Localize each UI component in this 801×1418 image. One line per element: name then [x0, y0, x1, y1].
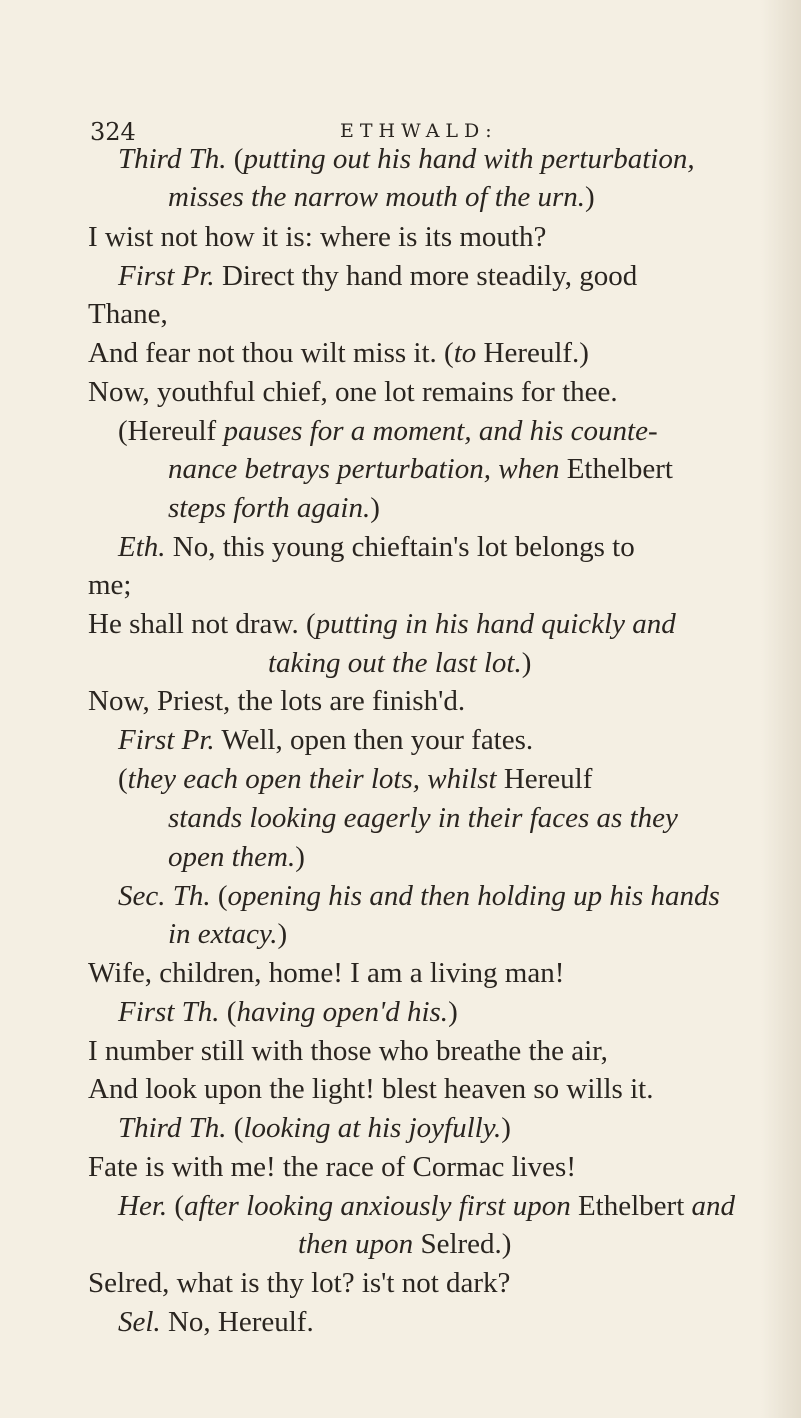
text-segment: Ethelbert — [570, 1190, 692, 1222]
text-segment: ( — [118, 763, 128, 795]
text-segment: Hereulf — [496, 763, 593, 795]
italic-segment: open them. — [168, 841, 296, 873]
text-segment: ) — [295, 841, 305, 873]
text-segment: Fate is with me! the race of Cormac lives! — [88, 1151, 577, 1183]
text-line — [88, 605, 676, 643]
italic-segment: pauses for a moment, and his counte- — [223, 415, 658, 447]
italic-segment: in extacy. — [168, 918, 278, 950]
text-segment: He shall not draw. ( — [88, 608, 316, 640]
text-segment: ) — [370, 492, 380, 524]
italic-segment: First Pr. — [118, 260, 215, 292]
text-segment: Ethelbert — [559, 453, 673, 485]
text-line — [118, 993, 458, 1031]
text-segment: ) — [448, 996, 458, 1028]
text-line — [88, 1264, 510, 1302]
italic-segment: then upon — [298, 1228, 414, 1260]
text-line — [118, 412, 658, 450]
italic-segment: opening his and then holding up his hands — [227, 880, 720, 912]
text-line — [118, 760, 592, 798]
text-line — [168, 489, 380, 527]
text-line — [168, 178, 595, 216]
italic-segment: Third Th. — [118, 1112, 227, 1144]
running-title: ETHWALD: — [340, 120, 498, 142]
italic-segment: nance betrays perturbation, when — [168, 453, 560, 485]
italic-segment: stands looking eagerly in their faces as they — [168, 802, 678, 834]
text-segment: No, Hereulf. — [160, 1306, 314, 1338]
italic-segment: having open'd his. — [236, 996, 449, 1028]
text-segment: ( — [210, 880, 228, 912]
text-line — [88, 373, 618, 411]
italic-segment: putting out his hand with perturbation, — [243, 143, 695, 175]
text-line — [88, 566, 132, 604]
italic-segment: and — [691, 1190, 736, 1222]
text-segment: Selred.) — [413, 1228, 512, 1260]
italic-segment: First Th. — [118, 996, 220, 1028]
italic-segment: Her. — [118, 1190, 168, 1222]
text-line — [88, 1032, 608, 1070]
text-line — [88, 682, 465, 720]
text-line — [88, 295, 168, 333]
text-segment: ) — [277, 918, 288, 950]
text-line — [118, 721, 533, 759]
italic-segment: after looking anxiously first upon — [184, 1190, 571, 1222]
text-segment: Selred, what is thy lot? is't not dark? — [88, 1267, 511, 1299]
text-line — [268, 644, 531, 682]
text-segment: Now, youthful chief, one lot remains for thee. — [88, 376, 618, 408]
text-line — [118, 1187, 735, 1225]
text-segment: And look upon the light! blest heaven so wills it. — [88, 1073, 654, 1105]
text-segment: ( — [226, 1112, 244, 1144]
page-edge-shadow — [761, 0, 801, 1418]
text-segment: Well, open then your fates. — [214, 724, 534, 756]
text-segment: I wist not how it is: where is its mouth? — [88, 221, 547, 253]
page-number: 324 — [90, 118, 136, 146]
italic-segment: putting in his hand quickly and — [315, 608, 676, 640]
italic-segment: steps forth again. — [168, 492, 371, 524]
text-segment: Thane, — [88, 298, 168, 330]
text-line — [168, 915, 287, 953]
text-segment: I number still with those who breathe the air, — [88, 1035, 608, 1067]
italic-segment: to — [453, 337, 477, 369]
italic-segment: looking at his joyfully. — [243, 1112, 502, 1144]
text-segment: (Hereulf — [118, 415, 224, 447]
italic-segment: First Pr. — [118, 724, 215, 756]
italic-segment: taking out the last lot. — [268, 647, 522, 679]
text-segment: Hereulf.) — [476, 337, 589, 369]
text-line — [118, 1303, 314, 1341]
text-line — [118, 257, 637, 295]
text-line — [88, 218, 546, 256]
text-line — [88, 1148, 576, 1186]
italic-segment: Third Th. — [118, 143, 227, 175]
italic-segment: Eth. — [118, 531, 166, 563]
text-segment: ( — [219, 996, 237, 1028]
text-line — [298, 1225, 511, 1263]
text-line — [118, 877, 720, 915]
text-segment: ) — [585, 181, 595, 213]
text-segment: Wife, children, home! I am a living man! — [88, 957, 565, 989]
text-segment: ) — [501, 1112, 511, 1144]
text-line — [118, 1109, 511, 1147]
text-segment: And fear not thou wilt miss it. ( — [88, 337, 454, 369]
italic-segment: they each open their lots, whilst — [127, 763, 497, 795]
text-line — [168, 838, 305, 876]
text-segment: ( — [226, 143, 244, 175]
text-segment: ( — [167, 1190, 185, 1222]
text-line — [88, 1070, 653, 1108]
text-segment: Direct thy hand more steadily, good — [214, 260, 638, 292]
italic-segment: Sec. Th. — [118, 880, 211, 912]
text-segment: ) — [521, 647, 532, 679]
italic-segment: misses the narrow mouth of the urn. — [168, 181, 586, 213]
text-segment: Now, Priest, the lots are finish'd. — [88, 685, 466, 717]
text-line — [118, 528, 635, 566]
text-line — [118, 140, 695, 178]
text-line — [88, 334, 589, 372]
italic-segment: Sel. — [118, 1306, 161, 1338]
text-segment: No, this young chieftain's lot belongs to — [165, 531, 635, 563]
text-line — [88, 954, 564, 992]
text-segment: me; — [88, 569, 132, 601]
text-line — [168, 450, 673, 488]
text-line — [168, 799, 678, 837]
